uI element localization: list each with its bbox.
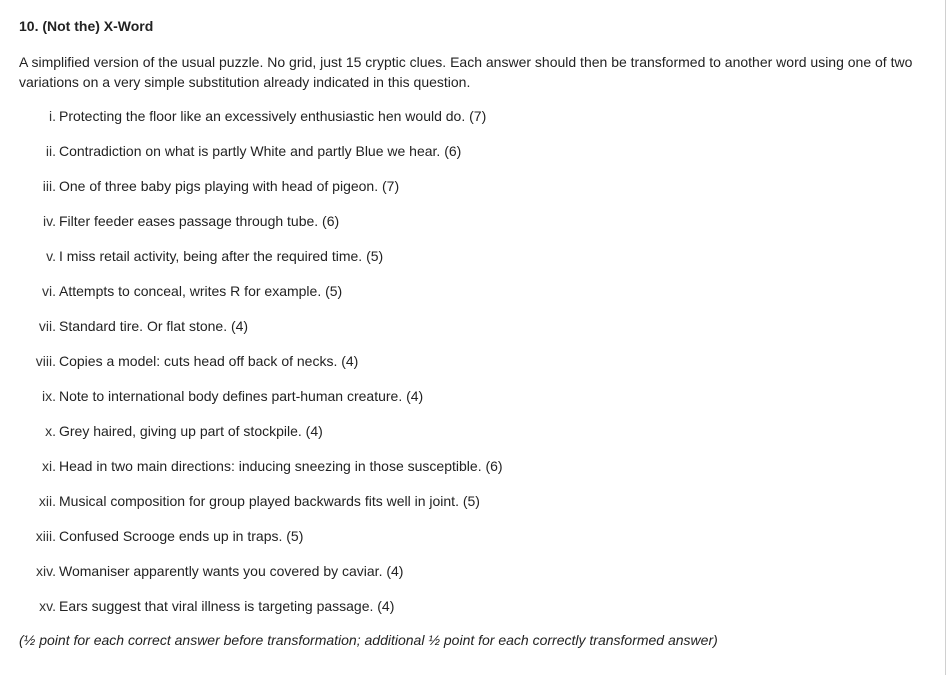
clue-text: I miss retail activity, being after the required time. (5) — [59, 248, 384, 264]
clue-text: Note to international body defines part-human creature. (4) — [59, 388, 424, 404]
clue-number: ix. — [42, 388, 56, 404]
clue-text: Attempts to conceal, writes R for example. (5) — [59, 283, 343, 299]
question-intro: A simplified version of the usual puzzle. No grid, just 15 cryptic clues. Each answer should then be transformed to another word using one of two variations on a very simple substitution already indicated in this question. — [19, 54, 913, 90]
clue-number: vi. — [42, 283, 56, 299]
clue-number: x. — [45, 423, 56, 439]
clue-number: xii. — [38, 493, 56, 509]
clue-number: ii. — [45, 143, 56, 159]
clue-text: Filter feeder eases passage through tube. (6) — [59, 213, 340, 229]
clue-text: Contradiction on what is partly White and partly Blue we hear. (6) — [59, 143, 462, 159]
clue-number: viii. — [35, 353, 56, 369]
clue-text: Standard tire. Or flat stone. (4) — [59, 318, 249, 334]
clue-text: Head in two main directions: inducing sneezing in those susceptible. (6) — [59, 458, 503, 474]
clue-number: xi. — [42, 458, 56, 474]
clue-number: vii. — [38, 318, 56, 334]
clue-text: Musical composition for group played backwards fits well in joint. (5) — [59, 493, 480, 509]
clue-number: i. — [49, 108, 56, 124]
clue-text: Grey haired, giving up part of stockpile. (4) — [59, 423, 323, 439]
scoring-note: (½ point for each correct answer before transformation; additional ½ point for each correctly transformed answer) — [19, 632, 718, 648]
clue-number: v. — [46, 248, 56, 264]
clue-text: Confused Scrooge ends up in traps. (5) — [59, 528, 304, 544]
clue-number: xiv. — [36, 563, 56, 579]
clue-number: iv. — [43, 213, 56, 229]
clue-number: xiii. — [35, 528, 56, 544]
clue-text: Copies a model: cuts head off back of necks. (4) — [59, 353, 359, 369]
question-title: 10. (Not the) X-Word — [19, 18, 154, 34]
clue-text: Womaniser apparently wants you covered by caviar. (4) — [59, 563, 404, 579]
clue-text: Protecting the floor like an excessively enthusiastic hen would do. (7) — [59, 108, 487, 124]
clue-text: Ears suggest that viral illness is targeting passage. (4) — [59, 598, 395, 614]
clue-text: One of three baby pigs playing with head of pigeon. (7) — [59, 178, 400, 194]
clue-number: xv. — [39, 598, 56, 614]
clue-number: iii. — [42, 178, 56, 194]
